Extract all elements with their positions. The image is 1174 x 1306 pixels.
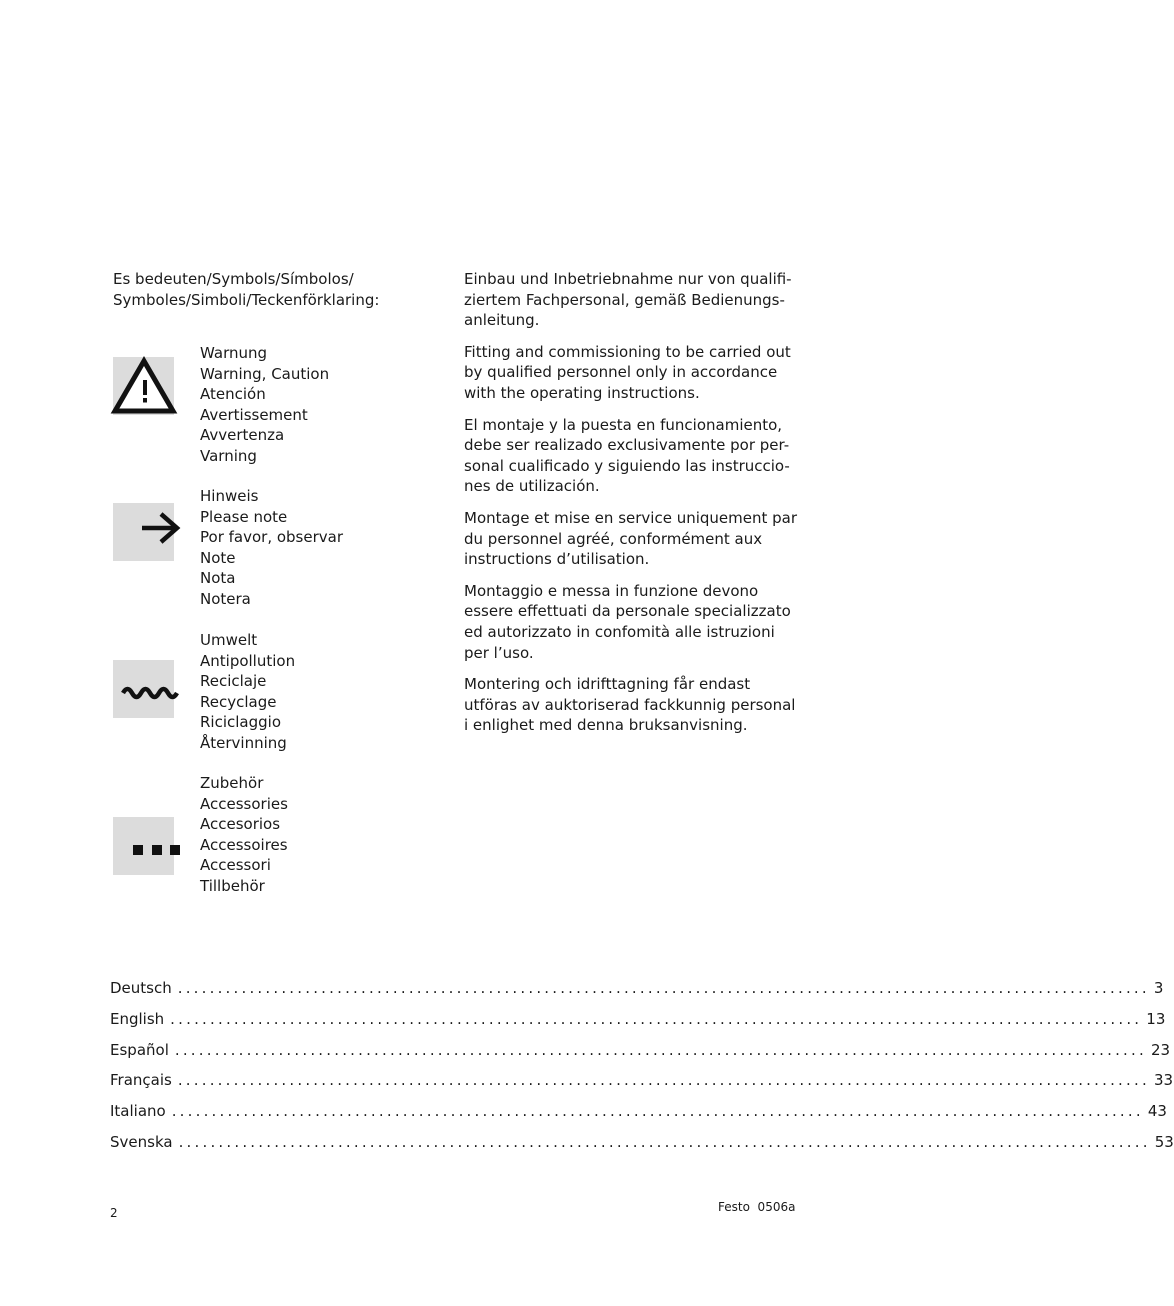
toc-row-deutsch[interactable] — [110, 977, 1164, 1008]
document-reference — [718, 1200, 795, 1214]
note-paragraph-es — [464, 415, 794, 497]
symbol-label: Reciclaje — [200, 672, 267, 691]
note-line: El montaje y la puesta en funcionamiento, — [464, 415, 783, 434]
symbol-label: Hinweis — [200, 487, 259, 505]
symbol-label: Please note — [200, 507, 288, 526]
page-number: 2 — [110, 1206, 118, 1220]
installation-notes — [464, 269, 798, 747]
symbol-label: Nota — [200, 569, 236, 588]
toc-leader-dots: .......................................................................................................................... — [174, 1040, 1147, 1059]
note-line: by qualified personnel only in accordance — [464, 363, 778, 382]
note-line: du personnel agréé, conformément aux — [464, 529, 763, 548]
note-paragraph-it — [464, 581, 794, 663]
symbol-label: Note — [200, 548, 236, 567]
toc-leader-dots: .......................................................................................................................... — [171, 1102, 1144, 1121]
note-line: with the operating instructions. — [464, 383, 700, 402]
note-paragraph-en — [464, 342, 794, 404]
symbol-label: Zubehör — [200, 774, 264, 792]
toc-row-svenska[interactable] — [110, 1131, 1174, 1162]
intro-line: Symboles/Simboli/Teckenförklaring: — [113, 290, 380, 309]
toc-language: Français — [110, 1071, 172, 1090]
symbol-label: Riciclaggio — [200, 713, 281, 732]
symbol-label: Accessoires — [200, 835, 288, 854]
symbols-legend-heading — [113, 269, 433, 310]
note-line: anleitung. — [464, 311, 540, 330]
note-line: per l’uso. — [464, 643, 534, 662]
toc-language: Español — [110, 1040, 169, 1059]
toc-leader-dots: .......................................................................................................................... — [177, 1071, 1150, 1090]
wave-icon — [113, 660, 174, 718]
note-line: Einbau und Inbetriebnahme nur von qualifi- — [464, 270, 792, 288]
toc-language: Deutsch — [110, 979, 172, 997]
note-line: ziertem Fachpersonal, gemäß Bedienungs- — [464, 290, 785, 309]
note-paragraph-fr — [464, 508, 798, 570]
intro-line: Es bedeuten/Symbols/Símbolos/ — [113, 270, 354, 288]
toc-leader-dots: .......................................................................................................................... — [178, 1132, 1151, 1151]
symbol-accessories-labels — [200, 773, 288, 897]
toc-row-espanol[interactable] — [110, 1039, 1171, 1070]
toc-page-number: 33 — [1153, 1071, 1174, 1090]
note-line: Fitting and commissioning to be carried out — [464, 342, 791, 361]
symbol-note-labels — [200, 486, 343, 610]
note-line: debe ser realizado exclusivamente por per- — [464, 436, 790, 455]
note-paragraph-sv — [464, 674, 794, 736]
toc-row-english[interactable] — [110, 1008, 1166, 1039]
note-line: sonal cualificado y siguiendo las instruccio- — [464, 456, 790, 475]
symbol-label: Antipollution — [200, 651, 296, 670]
symbol-environment-labels — [200, 630, 295, 754]
toc-language: Italiano — [110, 1102, 166, 1121]
table-of-contents — [110, 977, 1174, 1162]
symbol-label: Atención — [200, 385, 266, 404]
symbol-label: Warnung — [200, 344, 268, 362]
three-squares-icon — [113, 817, 174, 875]
toc-language: English — [110, 1009, 165, 1028]
symbol-label: Avvertenza — [200, 426, 285, 445]
document-reference-text: Festo 0506a — [718, 1200, 796, 1214]
warning-triangle-icon — [113, 357, 174, 415]
toc-page-number: 3 — [1153, 979, 1164, 997]
note-line: Montering och idrifttagning får endast — [464, 675, 751, 694]
symbol-label: Accesorios — [200, 815, 281, 834]
symbol-label: Warning, Caution — [200, 364, 330, 383]
toc-leader-dots: .......................................................................................................................... — [170, 1009, 1143, 1028]
note-line: ed autorizzato in confomità alle istruzioni — [464, 622, 775, 641]
toc-page-number: 23 — [1150, 1040, 1171, 1059]
note-line: Montaggio e messa in funzione devono — [464, 581, 759, 600]
note-line: instructions d’utilisation. — [464, 550, 650, 569]
symbol-label: Umwelt — [200, 631, 258, 649]
toc-leader-dots: .......................................................................................................................... — [177, 979, 1150, 997]
symbol-label: Recyclage — [200, 692, 277, 711]
symbol-label: Accessori — [200, 856, 271, 875]
symbol-label: Återvinning — [200, 733, 287, 752]
note-paragraph-de — [464, 269, 794, 331]
note-line: nes de utilización. — [464, 477, 600, 496]
note-line: i enlighet med denna bruksanvisning. — [464, 716, 748, 735]
note-line: essere effettuati da personale specializzato — [464, 602, 791, 621]
symbol-label: Notera — [200, 589, 251, 608]
toc-page-number: 53 — [1154, 1132, 1174, 1151]
toc-page-number: 13 — [1146, 1009, 1166, 1028]
symbol-label: Accessories — [200, 794, 288, 813]
toc-page-number: 43 — [1147, 1102, 1167, 1121]
arrow-right-icon — [113, 503, 174, 561]
toc-row-francais[interactable] — [110, 1069, 1174, 1100]
symbol-label: Tillbehör — [200, 876, 265, 895]
toc-language: Svenska — [110, 1132, 173, 1151]
symbol-label: Por favor, observar — [200, 528, 343, 547]
note-line: utföras av auktoriserad fackkunnig personal — [464, 695, 796, 714]
symbol-label: Avertissement — [200, 405, 308, 424]
symbol-warning-labels — [200, 343, 329, 467]
note-line: Montage et mise en service uniquement par — [464, 508, 798, 527]
symbol-label: Varning — [200, 446, 257, 465]
toc-row-italiano[interactable] — [110, 1100, 1167, 1131]
